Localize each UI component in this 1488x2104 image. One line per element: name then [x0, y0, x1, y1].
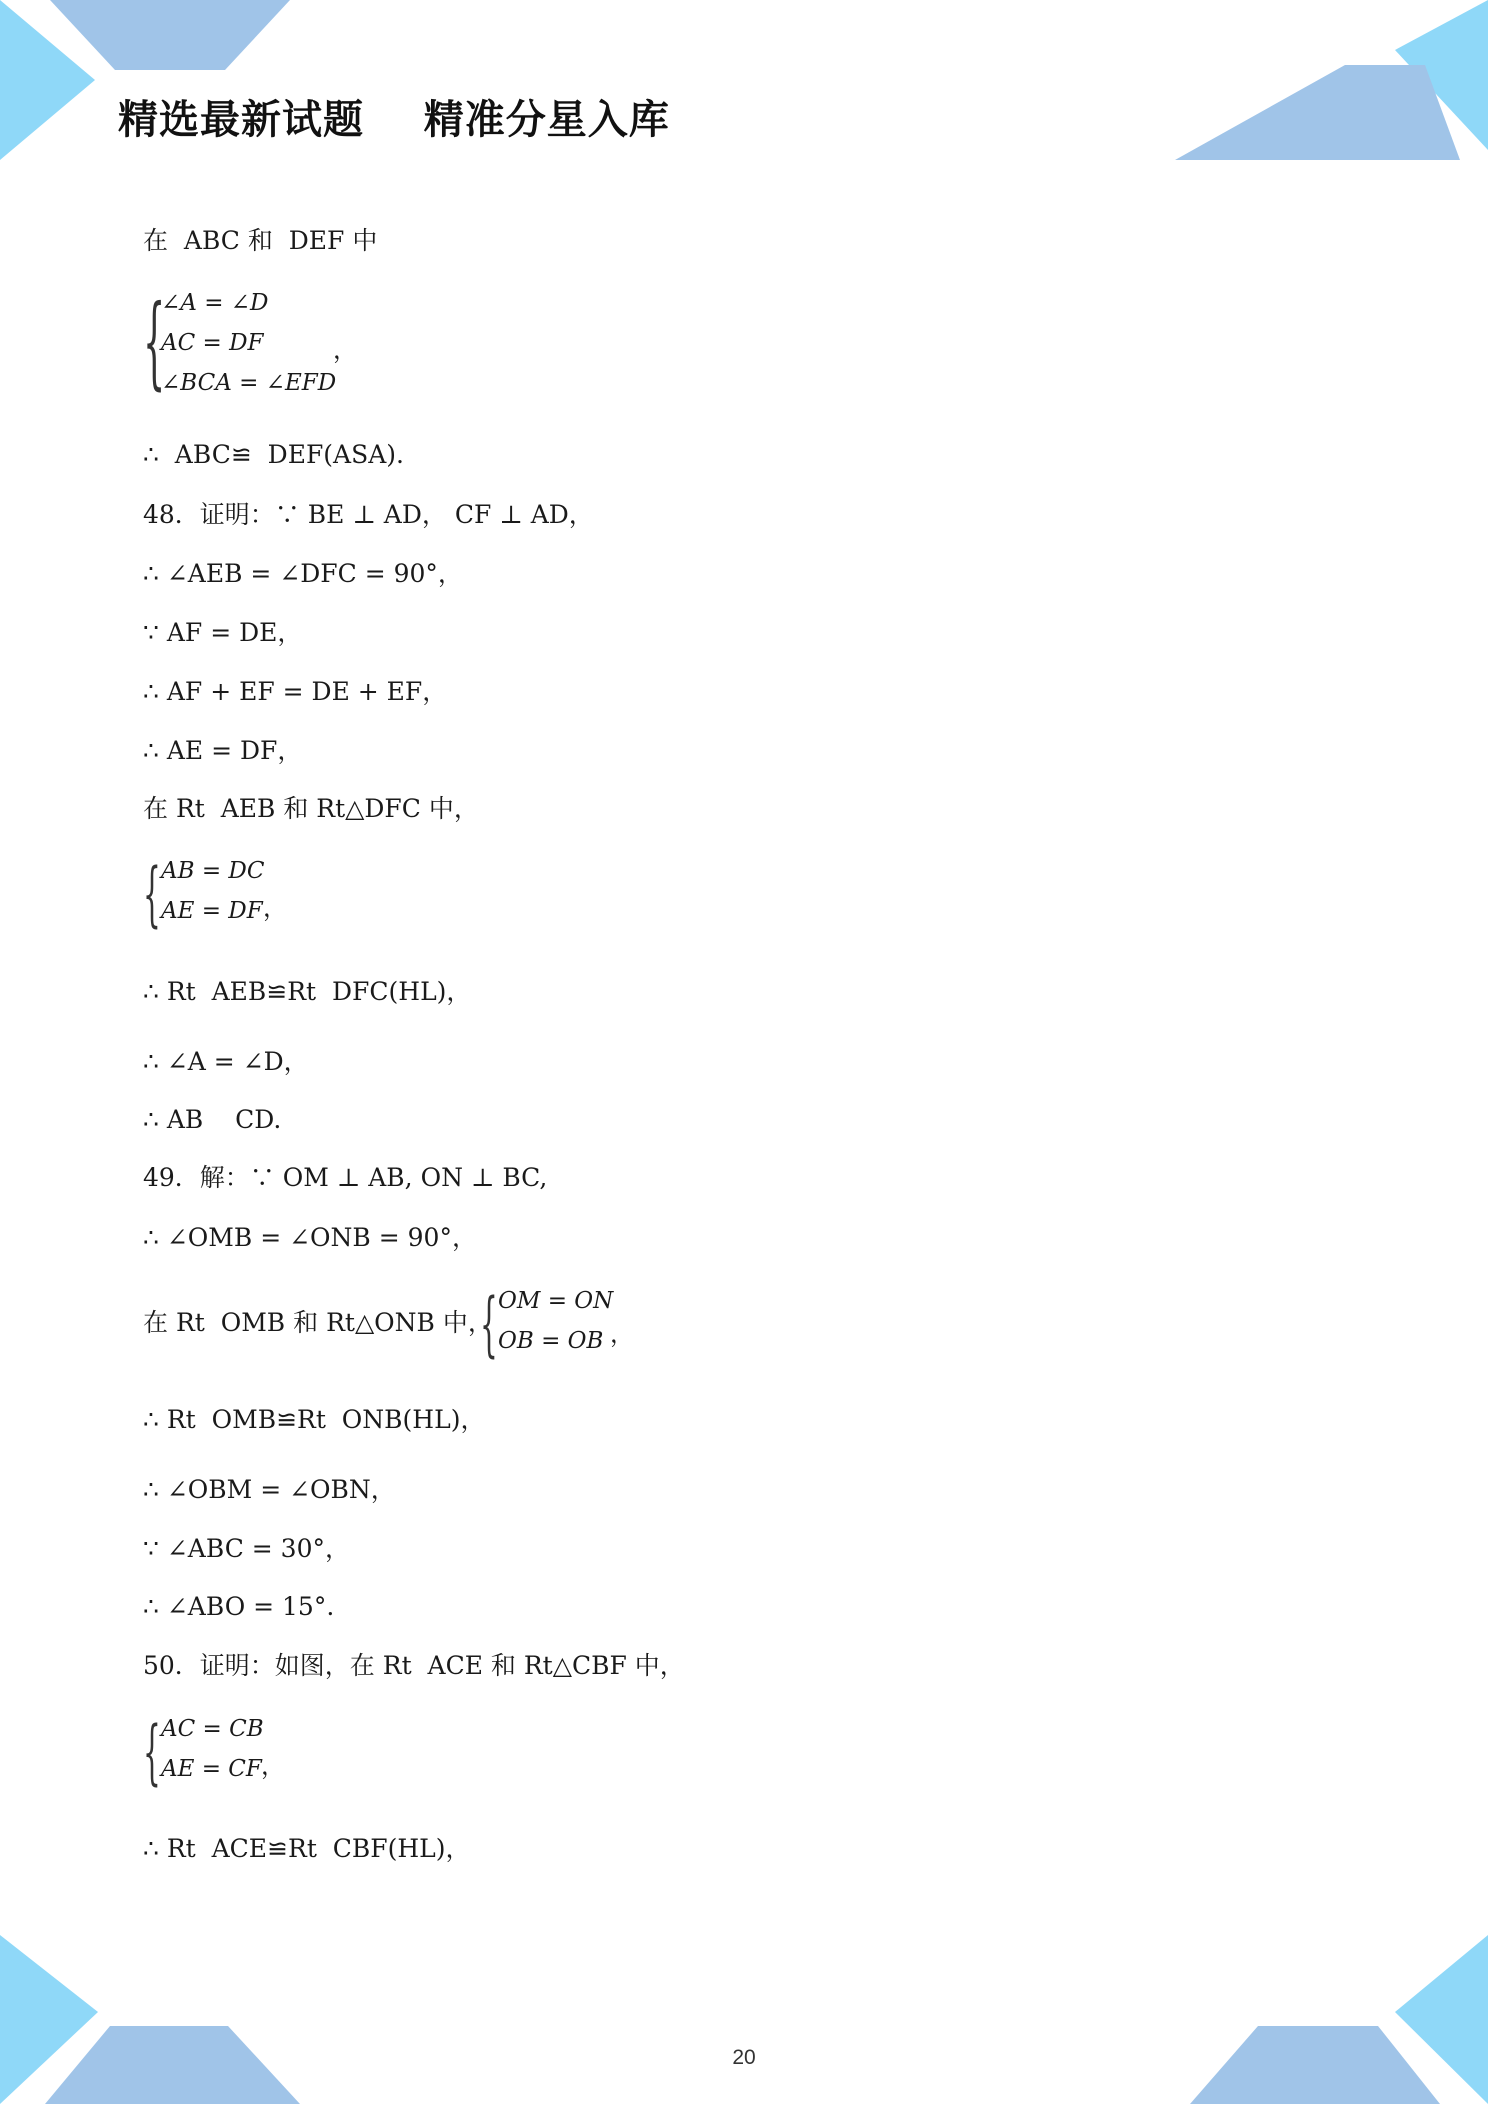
text-line: ∴ ∠OMB = ∠ONB = 90°，	[143, 1223, 477, 1252]
equation-system	[143, 1711, 285, 1796]
text-line: 49．解：∵ OM ⊥ AB, ON ⊥ BC,	[143, 1163, 548, 1192]
equation-row: OB = OB	[498, 1328, 604, 1354]
text-line: ∵ ∠ABC = 30°，	[143, 1534, 350, 1563]
text-line: 50．证明：如图，在 Rt ACE 和 Rt△CBF 中，	[143, 1651, 685, 1680]
text-line: ∴ Rt AEB≌Rt DFC(HL)，	[143, 977, 472, 1006]
equation-tail: ，	[333, 336, 357, 364]
left-brace: {	[143, 1711, 161, 1793]
text-line: ∴ AF + EF = DE + EF，	[143, 677, 448, 706]
text-line: ∴ ∠ABO = 15°.	[143, 1592, 335, 1621]
equation-tail: ，	[610, 1320, 634, 1348]
text-line: ∴ AE = DF，	[143, 736, 303, 765]
page-number: 20	[732, 2046, 756, 2069]
text-line: ∴ ABC≌ DEF(ASA).	[143, 440, 404, 469]
equation-row: AB = DC	[161, 858, 265, 884]
equation-tail: ，	[263, 894, 287, 922]
text-line: ∴ ∠AEB = ∠DFC = 90°，	[143, 559, 463, 588]
page-header-title: 精选最新试题 精准分星入库	[118, 97, 670, 143]
left-brace: {	[480, 1283, 498, 1365]
equation-system	[480, 1283, 634, 1368]
text-line: 在 ABC 和 DEF 中	[143, 226, 378, 255]
equation-row: OM = ON	[498, 1288, 614, 1314]
left-brace: {	[143, 283, 166, 400]
equation-row: AE = CF	[161, 1756, 262, 1782]
text-line: ∵ AF = DE，	[143, 618, 303, 647]
text-line: ∴ Rt ACE≌Rt CBF(HL)，	[143, 1834, 471, 1863]
text-line: 48．证明：∵ BE ⊥ AD， CF ⊥ AD，	[143, 500, 594, 529]
equation-tail: ，	[261, 1752, 285, 1780]
text-line: 在 Rt AEB 和 Rt△DFC 中，	[143, 794, 479, 823]
equation-row: AC = CB	[161, 1716, 264, 1742]
equation-row: AC = DF	[161, 330, 264, 356]
top-right-trapezoid	[1175, 65, 1460, 160]
text-line: ∴ ∠A = ∠D，	[143, 1047, 309, 1076]
text-line: 在 Rt OMB 和 Rt△ONB 中，	[143, 1308, 493, 1337]
top-left-trapezoid	[50, 0, 290, 70]
equation-row: ∠A = ∠D	[161, 290, 269, 316]
equation-row: AE = DF	[161, 898, 263, 924]
equation-system	[143, 853, 287, 938]
left-brace: {	[143, 853, 161, 935]
equation-row: ∠BCA = ∠EFD	[161, 370, 337, 396]
text-line: ∴ ∠OBM = ∠OBN，	[143, 1475, 396, 1504]
text-line: ∴ Rt OMB≌Rt ONB(HL)，	[143, 1405, 486, 1434]
text-line: ∴ AB CD.	[143, 1105, 282, 1134]
equation-system	[143, 283, 357, 410]
